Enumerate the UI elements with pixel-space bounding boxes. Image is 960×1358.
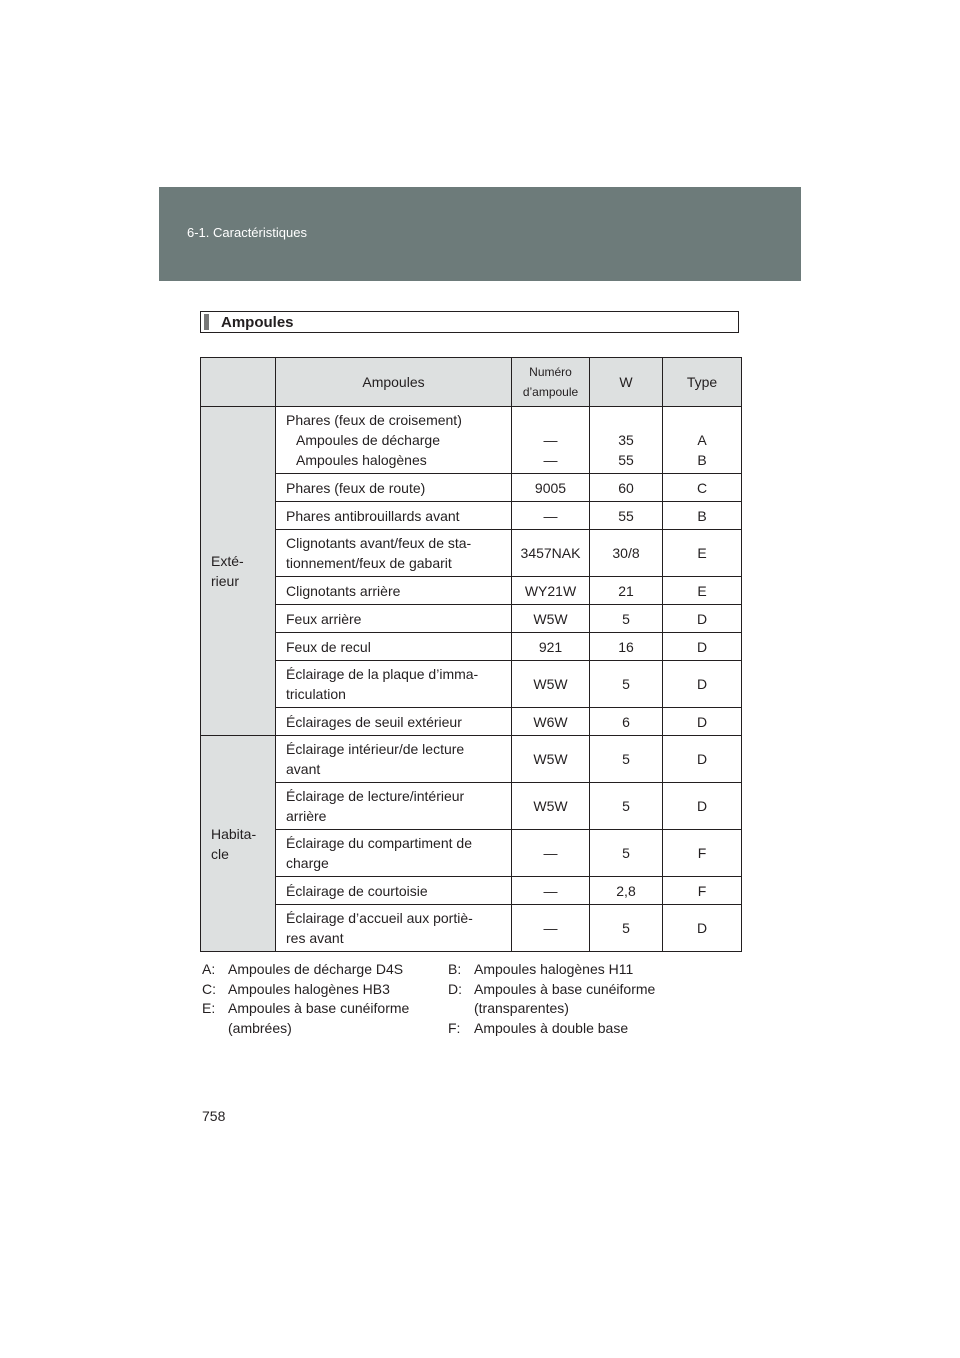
bulb-type: D — [663, 783, 742, 830]
group-exterior-line1: Exté- — [211, 553, 244, 569]
footnote-text: Ampoules halogènes HB3 — [228, 980, 390, 997]
bulb-name: Éclairages de seuil extérieur — [276, 708, 512, 736]
bulb-type: C — [663, 474, 742, 502]
table-row — [201, 407, 742, 474]
bulb-type: D — [663, 905, 742, 952]
table-header-row — [201, 358, 742, 407]
bulb-name — [276, 736, 512, 783]
group-interior-line2: cle — [211, 845, 229, 862]
bulb-watts: 5 — [590, 783, 663, 830]
table-row — [201, 877, 742, 905]
bulb-number-header-line1: Numéro — [529, 365, 572, 379]
bulb-watts: 30/8 — [590, 530, 663, 577]
bulb-table — [200, 357, 742, 952]
bulb-type-line: B — [697, 452, 707, 468]
bulb-name: Feux de recul — [276, 633, 512, 661]
bulb-watts: 6 — [590, 708, 663, 736]
bulb-name-line: res avant — [286, 930, 344, 946]
bulb-watts: 16 — [590, 633, 663, 661]
table-row — [201, 577, 742, 605]
bulb-name-line: Clignotants avant/feux de sta- — [286, 535, 472, 551]
footnote-continuation: (transparentes) — [474, 1000, 569, 1016]
footnotes-right — [448, 960, 738, 1038]
bulb-watts-line: 35 — [618, 432, 634, 448]
bulb-number: W5W — [512, 605, 590, 633]
bulb-number: — — [512, 905, 590, 952]
bulb-name-line: Phares (feux de croisement) — [286, 412, 462, 428]
bulb-number: W5W — [512, 783, 590, 830]
footnote-letter: F: — [448, 1019, 461, 1036]
footnote-text: Ampoules halogènes H11 — [474, 961, 634, 977]
bulb-type: D — [663, 633, 742, 661]
bulb-name-line: Éclairage d’accueil aux portiè- — [286, 910, 473, 926]
chapter-header-band — [159, 187, 801, 281]
table-row — [201, 830, 742, 877]
page-number: 758 — [202, 1108, 226, 1124]
bulb-name — [276, 830, 512, 877]
bulb-name-line: Éclairage intérieur/de lecture — [286, 741, 465, 757]
footnote-letter: D: — [448, 980, 462, 997]
footnote-d — [448, 980, 738, 1000]
bulb-type-line: A — [697, 432, 707, 448]
section-title: Ampoules — [221, 314, 294, 331]
bulb-watts: 5 — [590, 661, 663, 708]
bulb-number — [512, 407, 590, 474]
bulb-type: F — [663, 877, 742, 905]
bulb-name-line: arrière — [286, 808, 327, 824]
group-header — [201, 358, 276, 407]
table-row — [201, 530, 742, 577]
bulb-name-line: avant — [286, 761, 321, 777]
section-heading — [200, 311, 739, 333]
footnote-letter: C: — [202, 980, 216, 997]
table-row — [201, 633, 742, 661]
bulb-name — [276, 783, 512, 830]
bulb-name-line: Éclairage de lecture/intérieur — [286, 788, 465, 804]
table-row — [201, 474, 742, 502]
footnote-a — [202, 960, 442, 980]
bulb-name-subline: Ampoules de décharge — [296, 432, 440, 448]
table-row — [201, 736, 742, 783]
bulb-name: Éclairage de courtoisie — [276, 877, 512, 905]
bulb-name — [276, 407, 512, 474]
bulb-number: W5W — [512, 736, 590, 783]
bulb-number: 921 — [512, 633, 590, 661]
footnote-e — [202, 999, 442, 1019]
bulb-type: E — [663, 530, 742, 577]
table-row — [201, 605, 742, 633]
footnote-letter: A: — [202, 961, 216, 977]
footnote-letter: B: — [448, 961, 462, 977]
table-row — [201, 783, 742, 830]
bulb-type: D — [663, 708, 742, 736]
bulb-name-line: charge — [286, 855, 329, 871]
bulb-number-line: — — [543, 452, 558, 468]
bulb-type: D — [663, 661, 742, 708]
footnote-text: Ampoules à base cunéiforme — [228, 1000, 410, 1016]
bulb-name-line: Éclairage de la plaque d’imma- — [286, 666, 479, 682]
bulb-number-header-line2: d’ampoule — [522, 385, 579, 399]
bulb-name-line: tionnement/feux de gabarit — [286, 555, 452, 571]
bulb-watts: 5 — [590, 736, 663, 783]
bulb-header: Ampoules — [276, 358, 512, 407]
bulb-watts: 21 — [590, 577, 663, 605]
footnote-f — [448, 1019, 738, 1039]
bulb-name — [276, 905, 512, 952]
bulb-type: D — [663, 736, 742, 783]
table-row — [201, 502, 742, 530]
bulb-type: B — [663, 502, 742, 530]
chapter-title: 6-1. Caractéristiques — [187, 225, 307, 240]
bulb-watts: 60 — [590, 474, 663, 502]
bulb-watts: 5 — [590, 605, 663, 633]
bulb-type: F — [663, 830, 742, 877]
table-row — [201, 661, 742, 708]
bulb-name — [276, 530, 512, 577]
type-header: Type — [663, 358, 742, 407]
bulb-number: 3457NAK — [512, 530, 590, 577]
bulb-type: D — [663, 605, 742, 633]
bulb-number: — — [512, 502, 590, 530]
bulb-watts: 2,8 — [590, 877, 663, 905]
bulb-number-line: — — [543, 432, 558, 448]
section-marker — [204, 314, 209, 330]
footnote-b — [448, 960, 738, 980]
bulb-name — [276, 661, 512, 708]
footnote-c — [202, 980, 442, 1000]
bulb-watts: 55 — [590, 502, 663, 530]
bulb-number-header — [512, 358, 590, 407]
footnote-text: Ampoules de décharge D4S — [228, 961, 404, 977]
footnote-text: Ampoules à double base — [474, 1019, 629, 1036]
bulb-name-line: triculation — [286, 686, 346, 702]
bulb-number: — — [512, 877, 590, 905]
table-row — [201, 708, 742, 736]
bulb-number: — — [512, 830, 590, 877]
footnote-text: Ampoules à base cunéiforme — [474, 980, 656, 997]
bulb-type: E — [663, 577, 742, 605]
bulb-number: W5W — [512, 661, 590, 708]
group-interior — [201, 736, 276, 952]
group-interior-line1: Habita- — [211, 825, 257, 842]
bulb-type — [663, 407, 742, 474]
bulb-name: Phares (feux de route) — [276, 474, 512, 502]
bulb-name: Clignotants arrière — [276, 577, 512, 605]
bulb-watts: 5 — [590, 905, 663, 952]
footnote-letter: E: — [202, 1000, 216, 1016]
bulb-watts — [590, 407, 663, 474]
watts-header: W — [590, 358, 663, 407]
bulb-number: 9005 — [512, 474, 590, 502]
bulb-watts-line: 55 — [618, 452, 634, 468]
footnote-continuation: (ambrées) — [228, 1019, 292, 1036]
bulb-number: WY21W — [512, 577, 590, 605]
bulb-number: W6W — [512, 708, 590, 736]
bulb-name: Feux arrière — [276, 605, 512, 633]
group-exterior — [201, 407, 276, 736]
table-row — [201, 905, 742, 952]
bulb-name-subline: Ampoules halogènes — [296, 452, 427, 468]
bulb-name: Phares antibrouillards avant — [276, 502, 512, 530]
bulb-watts: 5 — [590, 830, 663, 877]
footnotes-left — [202, 960, 442, 1038]
group-exterior-line2: rieur — [211, 573, 240, 589]
bulb-name-line: Éclairage du compartiment de — [286, 835, 472, 851]
